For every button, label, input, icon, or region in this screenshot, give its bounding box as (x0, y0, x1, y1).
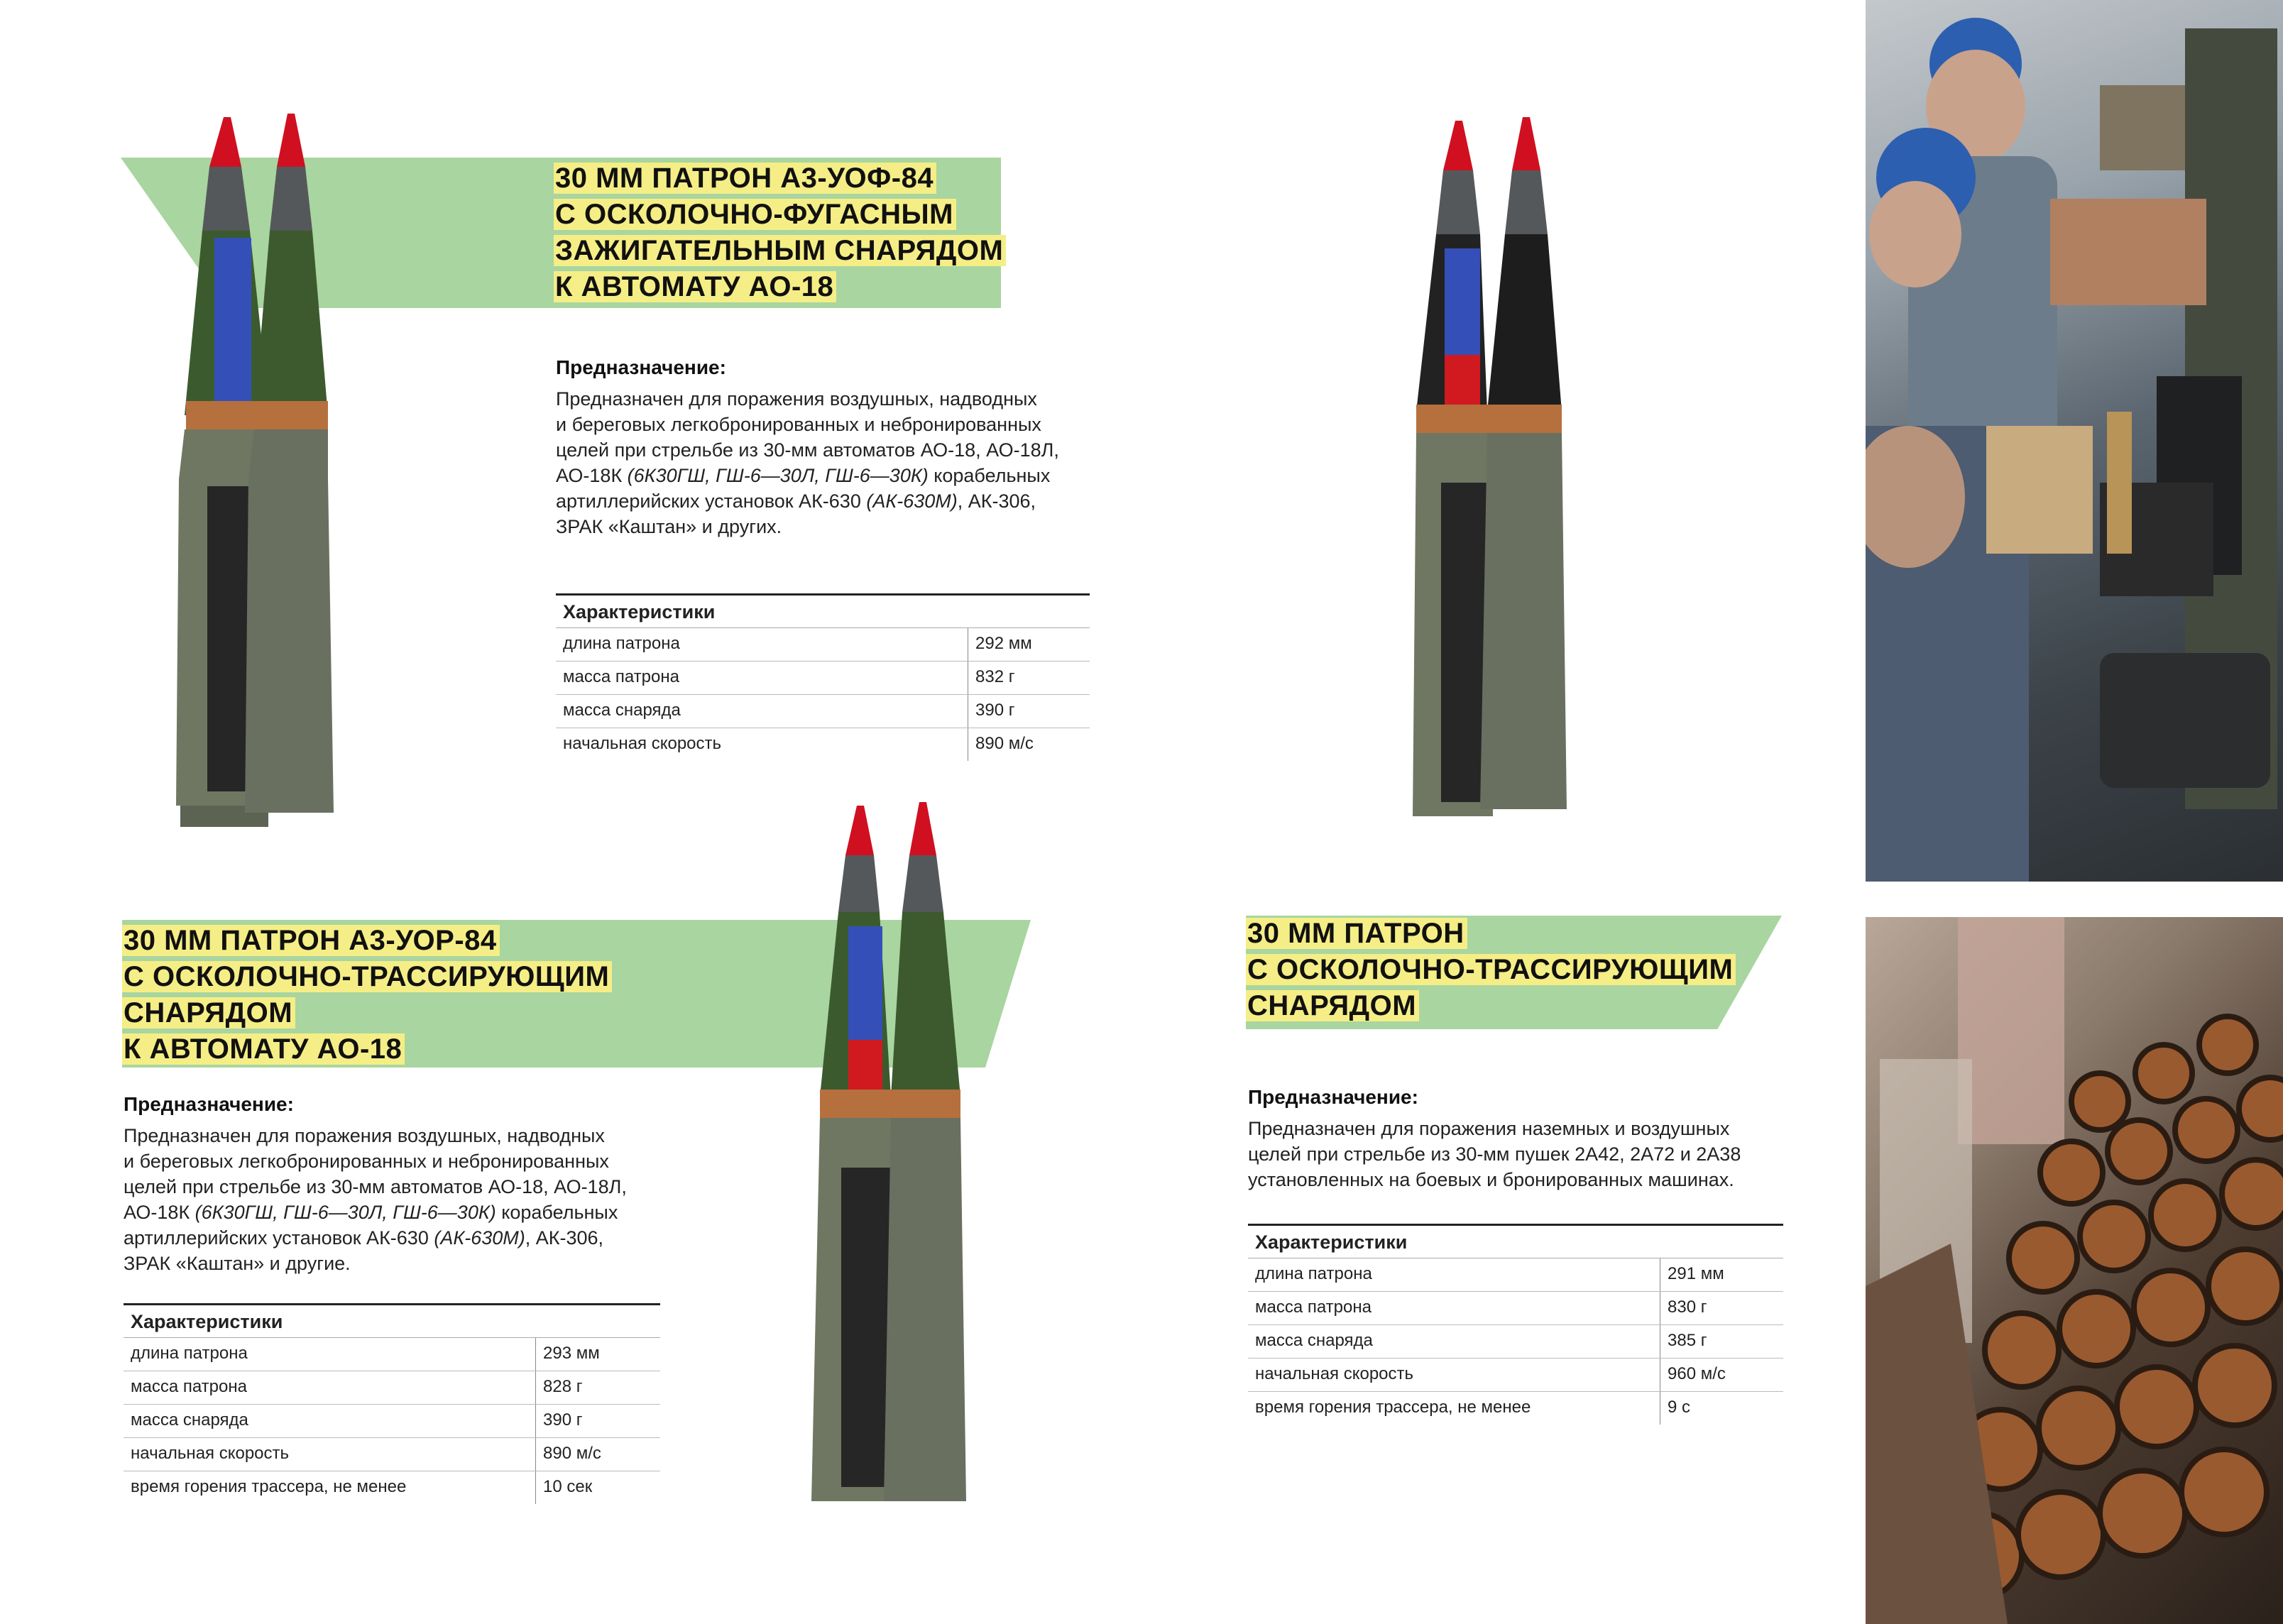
table-row: масса патрона 830 г (1248, 1292, 1783, 1325)
cartridge-illustration-3 (806, 799, 990, 1522)
table-row: время горения трассера, не менее 10 сек (124, 1471, 660, 1505)
cartridge-whole (245, 114, 334, 813)
section-1-subhead: Предназначение: (556, 356, 726, 378)
table-row: время горения трассера, не менее 9 с (1248, 1392, 1783, 1425)
section-3-title: 30 ММ ПАТРОН С ОСКОЛОЧНО-ТРАССИРУЮЩИМ СНАРЯДОМ (1246, 916, 1736, 1024)
table-row: начальная скорость 960 м/с (1248, 1359, 1783, 1392)
spec-header: Характеристики (556, 595, 1090, 628)
section-3-spec-table (1248, 1224, 1783, 1425)
section-2-description: Предназначен для поражения воздушных, надводных и береговых легкобронированных и небронированных целей при стрельбе из 30-мм автоматов АО-18, АО-18Л, АО-18К (6К30ГШ, ГШ-6—30Л, ГШ-6—30К) корабельных артиллерийских установок АК-630 (АК-630М), АК-306, ЗРАК «Каштан» и другие. (124, 1125, 627, 1274)
section-1-title: 30 ММ ПАТРОН А3-УОФ-84 С ОСКОЛОЧНО-ФУГАСНЫМ ЗАЖИГАТЕЛЬНЫМ СНАРЯДОМ К АВТОМАТУ АО-18 (554, 160, 1006, 305)
table-row: начальная скорость 890 м/с (124, 1438, 660, 1471)
table-row: масса снаряда 390 г (124, 1405, 660, 1438)
spec-header: Характеристики (1248, 1225, 1783, 1258)
table-row: длина патрона 292 мм (556, 628, 1090, 662)
section-3-subhead: Предназначение: (1248, 1086, 1418, 1108)
cartridge-whole (884, 802, 966, 1501)
table-row: масса снаряда 390 г (556, 695, 1090, 728)
casings-photo (1866, 917, 2283, 1624)
section-2-title: 30 ММ ПАТРОН А3-УОР-84 С ОСКОЛОЧНО-ТРАССИРУЮЩИМ СНАРЯДОМ К АВТОМАТУ АО-18 (122, 923, 612, 1068)
cartridge-sectioned (811, 806, 898, 1501)
table-row: начальная скорость 890 м/с (556, 728, 1090, 762)
section-1-description: Предназначен для поражения воздушных, надводных и береговых легкобронированных и небронированных целей при стрельбе из 30-мм автоматов АО-18, АО-18Л, АО-18К (6К30ГШ, ГШ-6—30Л, ГШ-6—30К) корабельных артиллерийских установок АК-630 (АК-630М), АК-306, ЗРАК «Каштан» и других. (556, 388, 1059, 537)
section-2-subhead: Предназначение: (124, 1093, 294, 1115)
cartridge-whole (1480, 117, 1567, 809)
table-row: масса снаряда 385 г (1248, 1325, 1783, 1359)
spec-header: Характеристики (124, 1305, 660, 1338)
table-row: масса патрона 832 г (556, 662, 1090, 695)
section-2-spec-table (124, 1303, 660, 1504)
table-row: длина патрона 291 мм (1248, 1258, 1783, 1292)
section-1-spec-table (556, 593, 1090, 761)
factory-workers-photo (1866, 0, 2283, 882)
cartridge-illustration-2 (1409, 114, 1594, 838)
section-3-description: Предназначен для поражения наземных и воздушных целей при стрельбе из 30-мм пушек 2А42, 2А72 и 2А38 установленных на боевых и бронированных машинах. (1248, 1118, 1741, 1190)
cartridge-illustration-1 (170, 110, 362, 841)
table-row: длина патрона 293 мм (124, 1338, 660, 1371)
table-row: масса патрона 828 г (124, 1371, 660, 1405)
